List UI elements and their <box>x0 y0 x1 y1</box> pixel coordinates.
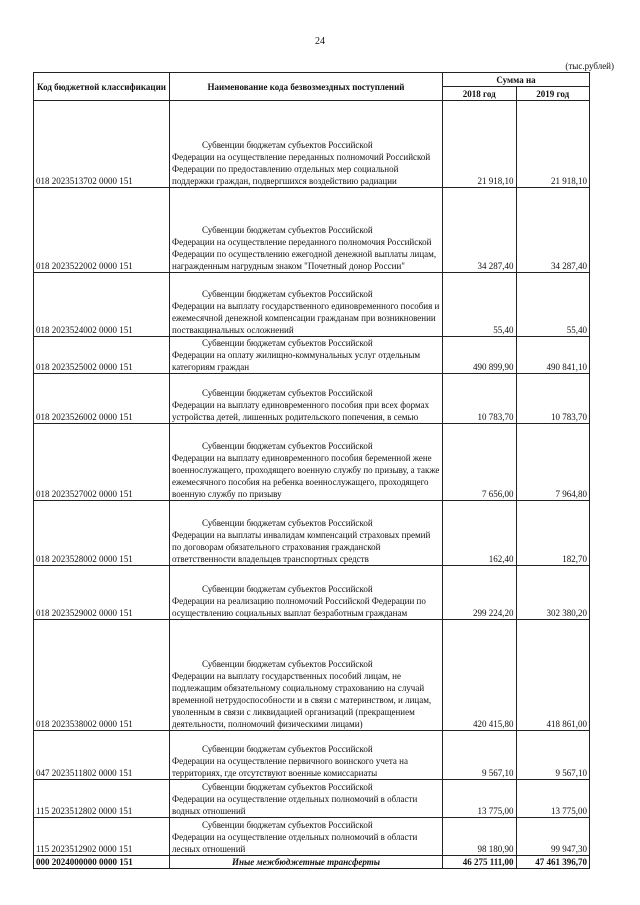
row-name-rest: Федерации на осуществление переданных полномочий Российской Федерации по предоставлению отдельных мер социальной поддержки граждан, подвергшихся воздействию радиации <box>172 152 431 186</box>
row-2019: 10 783,70 <box>516 374 590 424</box>
row-name-first: Субвенции бюджетам субъектов Российской <box>202 518 373 528</box>
total-2019: 47 461 396,70 <box>516 856 590 869</box>
row-2018: 21 918,10 <box>443 101 517 188</box>
row-2019: 418 861,00 <box>516 620 590 731</box>
row-code: 018 2023528002 0000 151 <box>34 501 170 566</box>
table-row <box>34 501 590 566</box>
table-row <box>34 620 590 731</box>
row-name-rest: Федерации на выплаты инвалидам компенсаций страховых премий по договорам обязательного страхования гражданской ответственности владельцев транспортных средств <box>172 530 431 564</box>
row-code: 018 2023522002 0000 151 <box>34 188 170 273</box>
row-name <box>170 273 443 337</box>
row-code: 018 2023525002 0000 151 <box>34 337 170 374</box>
row-2019: 99 947,30 <box>516 818 590 856</box>
row-name-rest: Федерации на выплату государственного единовременного пособия и ежемесячной денежной компенсации гражданам при возникновении поствакцинальных осложнений <box>172 301 440 335</box>
row-2018: 10 783,70 <box>443 374 517 424</box>
header-sum: Сумма на <box>443 73 590 87</box>
row-name <box>170 501 443 566</box>
row-2019: 21 918,10 <box>516 101 590 188</box>
row-name <box>170 101 443 188</box>
row-2019: 490 841,10 <box>516 337 590 374</box>
table-row <box>34 374 590 424</box>
row-name-rest: Федерации на осуществление отдельных полномочий в области водных отношений <box>172 794 418 816</box>
row-2018: 55,40 <box>443 273 517 337</box>
row-name-first: Субвенции бюджетам субъектов Российской <box>202 289 373 299</box>
table-row <box>34 337 590 374</box>
row-name-rest: Федерации на реализацию полномочий Российской Федерации по осуществлению социальных выплат безработным гражданам <box>172 596 426 618</box>
row-name-first: Субвенции бюджетам субъектов Российской <box>202 659 373 669</box>
units-note: (тыс.рублей) <box>565 61 614 71</box>
row-name-first: Субвенции бюджетам субъектов Российской <box>202 782 373 792</box>
row-name-rest: Федерации на осуществление отдельных полномочий в области лесных отношений <box>172 832 418 854</box>
row-code: 047 2023511802 0000 151 <box>34 731 170 780</box>
header-year-2018: 2018 год <box>443 87 517 101</box>
row-name-first: Субвенции бюджетам субъектов Российской <box>202 225 373 235</box>
total-2018: 46 275 111,00 <box>443 856 517 869</box>
table-row <box>34 566 590 620</box>
total-row <box>34 856 590 869</box>
total-name: Иные межбюджетные трансферты <box>170 856 443 869</box>
row-2018: 490 899,90 <box>443 337 517 374</box>
header-year-2019: 2019 год <box>516 87 590 101</box>
row-name-rest: Федерации на осуществление первичного воинского учета на территориях, где отсутствуют военные комиссариаты <box>172 756 408 778</box>
row-name-rest: Федерации на выплату государственных пособий лицам, не подлежащим обязательному социальному страхованию на случай временной нетрудоспособности и в связи с материнством, и лицам, уволенным в связи с ликвидацией организаций (прекращением деятельности, полномочий физическими лицами) <box>172 671 432 729</box>
row-2019: 34 287,40 <box>516 188 590 273</box>
row-name-rest: Федерации на выплату единовременного пособия при всех формах устройства детей, лишенных родительского попечения, в семью <box>172 400 430 422</box>
row-name-first: Субвенции бюджетам субъектов Российской <box>202 820 373 830</box>
row-name <box>170 731 443 780</box>
row-2019: 9 567,10 <box>516 731 590 780</box>
row-name-first: Субвенции бюджетам субъектов Российской <box>202 388 373 398</box>
row-name-rest: Федерации на выплату единовременного пособия беременной жене военнослужащего, проходящего военную службу по призыву, а также ежемесячного пособия на ребенка военнослужащего, проходящего военную службу по призыву <box>172 453 440 499</box>
table-row <box>34 780 590 818</box>
row-name-first: Субвенции бюджетам субъектов Российской <box>202 584 373 594</box>
row-2019: 182,70 <box>516 501 590 566</box>
row-2019: 13 775,00 <box>516 780 590 818</box>
row-name <box>170 337 443 374</box>
budget-table <box>33 72 590 869</box>
row-2019: 55,40 <box>516 273 590 337</box>
total-code: 000 2024000000 0000 151 <box>34 856 170 869</box>
row-code: 018 2023513702 0000 151 <box>34 101 170 188</box>
row-name <box>170 374 443 424</box>
row-name <box>170 620 443 731</box>
page-number: 24 <box>315 36 325 47</box>
row-name <box>170 424 443 501</box>
row-2018: 34 287,40 <box>443 188 517 273</box>
row-name-first: Субвенции бюджетам субъектов Российской <box>202 338 373 348</box>
row-2018: 13 775,00 <box>443 780 517 818</box>
table-body <box>34 101 590 869</box>
row-2018: 420 415,80 <box>443 620 517 731</box>
header-name: Наименование кода безвозмездных поступлений <box>170 73 443 101</box>
row-code: 115 2023512902 0000 151 <box>34 818 170 856</box>
row-name-first: Субвенции бюджетам субъектов Российской <box>202 441 373 451</box>
row-code: 018 2023527002 0000 151 <box>34 424 170 501</box>
row-name-rest: Федерации на осуществление переданного полномочия Российской Федерации по осуществлению ежегодной денежной выплаты лицам, награжденным нагрудным знаком "Почетный донор России" <box>172 237 437 271</box>
row-2019: 302 380,20 <box>516 566 590 620</box>
table-row <box>34 273 590 337</box>
table-row <box>34 818 590 856</box>
row-name-first: Субвенции бюджетам субъектов Российской <box>202 744 373 754</box>
row-name <box>170 818 443 856</box>
row-name <box>170 188 443 273</box>
row-name <box>170 566 443 620</box>
row-2018: 162,40 <box>443 501 517 566</box>
row-name <box>170 780 443 818</box>
row-2018: 299 224,20 <box>443 566 517 620</box>
row-code: 018 2023538002 0000 151 <box>34 620 170 731</box>
row-2018: 9 567,10 <box>443 731 517 780</box>
row-code: 018 2023526002 0000 151 <box>34 374 170 424</box>
table-row <box>34 424 590 501</box>
row-name-rest: Федерации на оплату жилищно-коммунальных услуг отдельным категориям граждан <box>172 350 421 372</box>
header-code: Код бюджетной классификации <box>34 73 170 101</box>
row-2018: 7 656,00 <box>443 424 517 501</box>
row-code: 115 2023512802 0000 151 <box>34 780 170 818</box>
row-name-first: Субвенции бюджетам субъектов Российской <box>202 140 373 150</box>
row-2018: 98 180,90 <box>443 818 517 856</box>
table-row <box>34 101 590 188</box>
table-row <box>34 731 590 780</box>
table-row <box>34 188 590 273</box>
row-2019: 7 964,80 <box>516 424 590 501</box>
row-code: 018 2023529002 0000 151 <box>34 566 170 620</box>
row-code: 018 2023524002 0000 151 <box>34 273 170 337</box>
